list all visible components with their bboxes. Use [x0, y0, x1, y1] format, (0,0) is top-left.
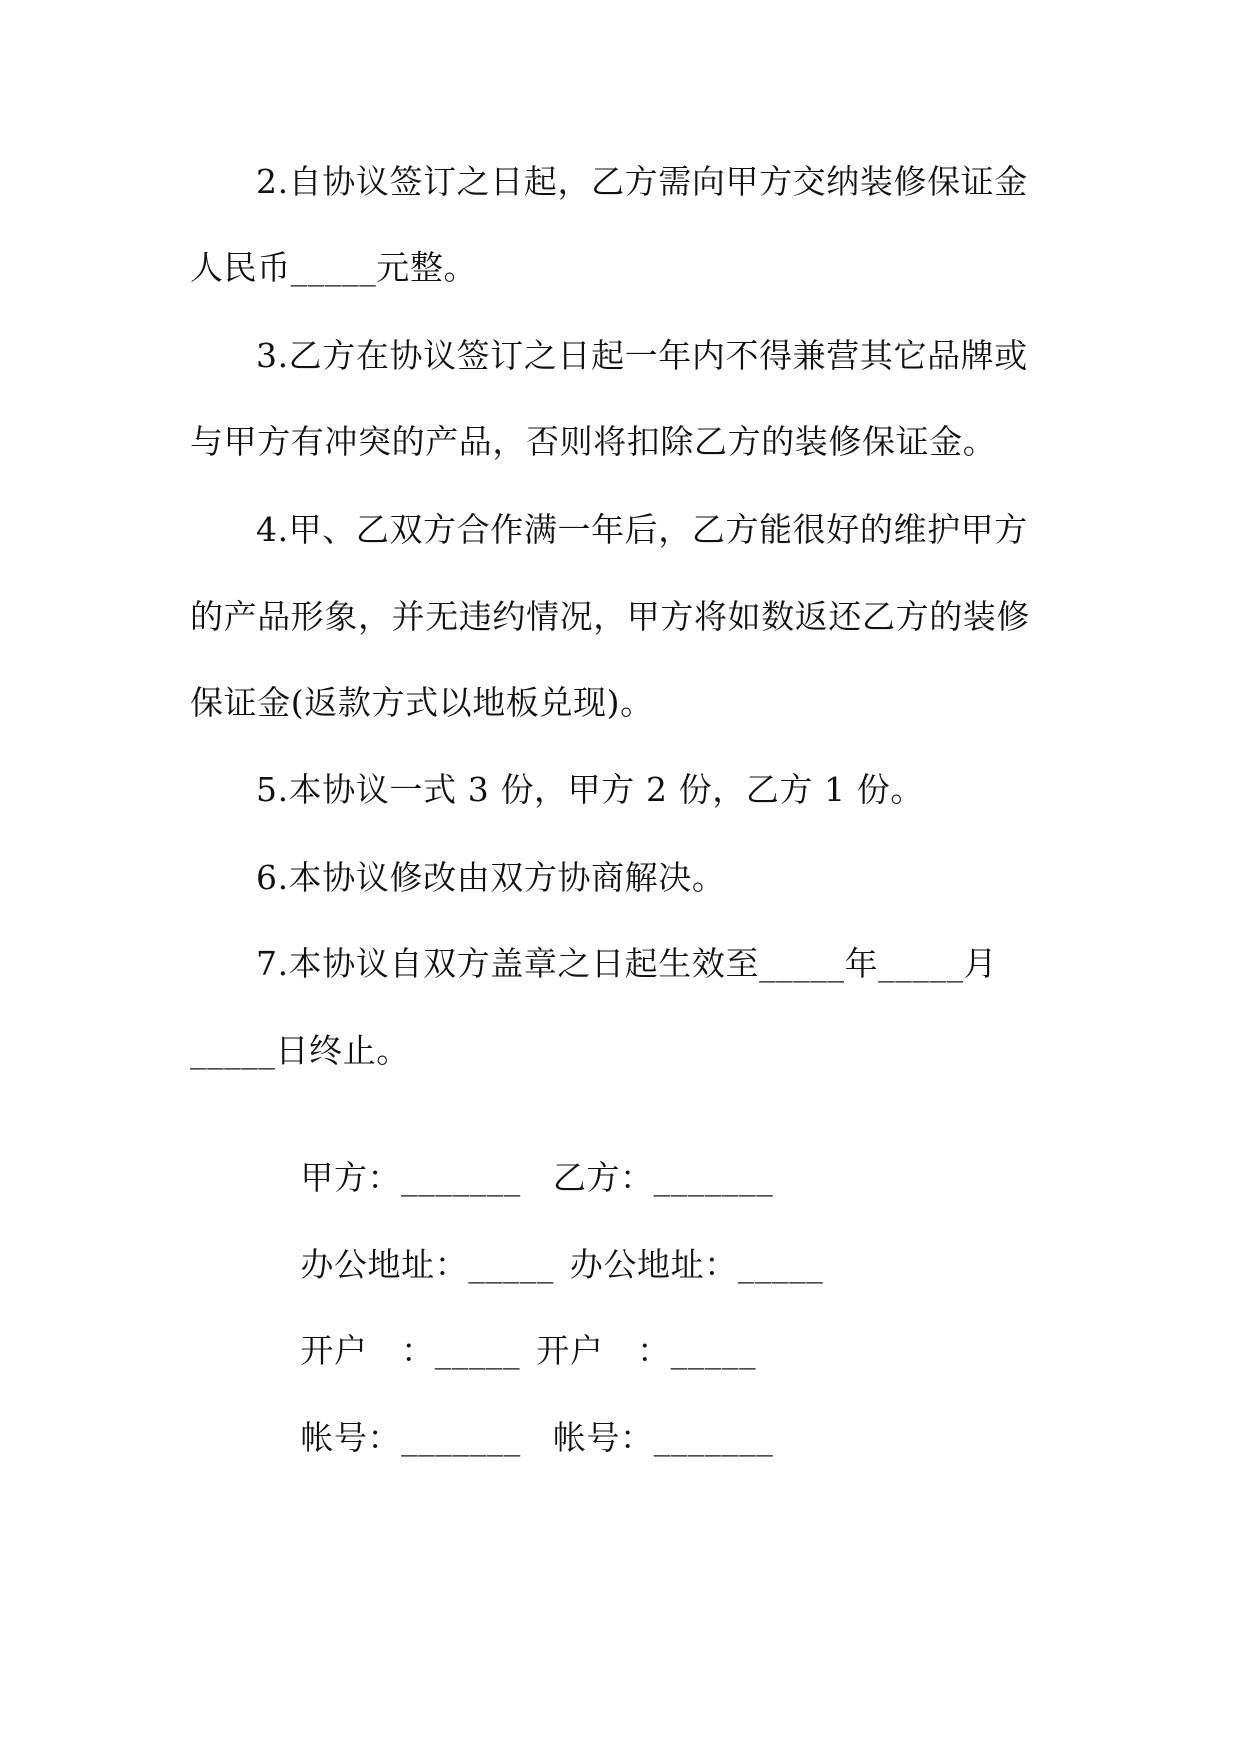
clause-3-line-2: 与甲方有冲突的产品，否则将扣除乙方的装修保证金。: [190, 422, 997, 461]
clause-2-line-1: 2.自协议签订之日起，乙方需向甲方交纳装修保证金: [256, 162, 1028, 201]
clause-3-line-1: 3.乙方在协议签订之日起一年内不得兼营其它品牌或: [256, 336, 1028, 375]
bank-a-field: 开户 ：_____: [300, 1331, 521, 1370]
clause-6-line-1: 6.本协议修改由双方协商解决。: [256, 858, 726, 897]
clause-4-line-2: 的产品形象，并无违约情况，甲方将如数返还乙方的装修: [190, 597, 1030, 636]
party-b-field: 乙方：_______: [552, 1158, 774, 1197]
address-a-field: 办公地址：_____: [300, 1245, 554, 1284]
clause-7-line-2: _____日终止。: [190, 1031, 410, 1070]
clause-4-line-1: 4.甲、乙双方合作满一年后，乙方能很好的维护甲方: [256, 510, 1028, 549]
clause-7-line-1: 7.本协议自双方盖章之日起生效至_____年_____月: [256, 944, 998, 983]
account-a-field: 帐号：_______: [300, 1418, 521, 1457]
clause-5-line-1: 5.本协议一式 3 份，甲方 2 份，乙方 1 份。: [256, 770, 925, 809]
party-a-field: 甲方：_______: [300, 1158, 521, 1197]
bank-b-field: 开户 ：_____: [536, 1331, 757, 1370]
clause-2-line-2: 人民币_____元整。: [190, 248, 478, 287]
clause-4-line-3: 保证金(返款方式以地板兑现)。: [190, 683, 654, 722]
address-b-field: 办公地址：_____: [569, 1245, 824, 1284]
account-b-field: 帐号：_______: [552, 1418, 774, 1457]
signature-account-row: [256, 1378, 773, 1498]
